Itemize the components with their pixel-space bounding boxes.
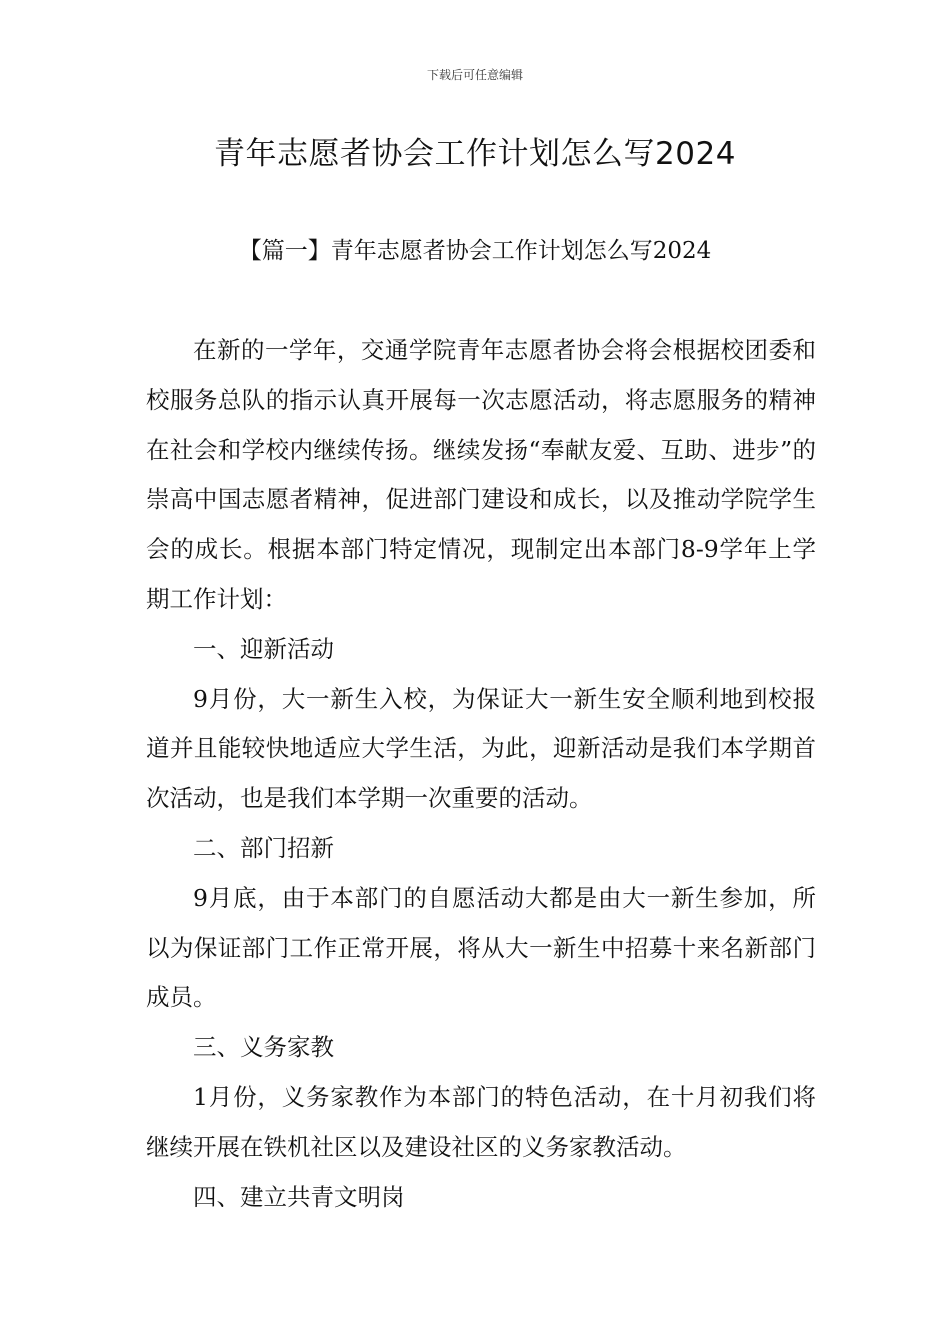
item-paragraph-recruit: 9月底，由于本部门的自愿活动大都是由大一新生参加，所以为保证部门工作正常开展，将从大一新生中招募十来名新部门成员。	[146, 883, 816, 1012]
intro-paragraph: 在新的一学年，交通学院青年志愿者协会将会根据校团委和校服务总队的指示认真开展每一次志愿活动，将志愿服务的精神在社会和学校内继续传扬。继续发扬“奉献友爱、互助、进步”的崇高中国志愿者精神，促进部门建设和成长，以及推动学院学生会的成长。根据本部门特定情况，现制定出本部门8-9学年上学期工作计划：	[146, 336, 816, 613]
item-paragraph-welcome: 9月份，大一新生入校，为保证大一新生安全顺利地到校报道并且能较快地适应大学生活，为此，迎新活动是我们本学期首次活动，也是我们本学期一次重要的活动。	[146, 684, 816, 813]
item-heading-tutoring: 三、义务家教	[193, 1033, 334, 1062]
item-heading-welcome: 一、迎新活动	[193, 634, 334, 663]
document-title: 青年志愿者协会工作计划怎么写2024	[214, 136, 736, 172]
item-heading-recruit: 二、部门招新	[193, 833, 334, 862]
item-heading-civilized-post: 四、建立共青文明岗	[193, 1182, 405, 1211]
section-heading: 【篇一】青年志愿者协会工作计划怎么写2024	[238, 238, 712, 264]
item-paragraph-tutoring: 1月份，义务家教作为本部门的特色活动，在十月初我们将继续开展在铁机社区以及建设社区的义务家教活动。	[146, 1082, 816, 1161]
header-note: 下载后可任意编辑	[426, 68, 523, 82]
document-body	[146, 326, 816, 1222]
